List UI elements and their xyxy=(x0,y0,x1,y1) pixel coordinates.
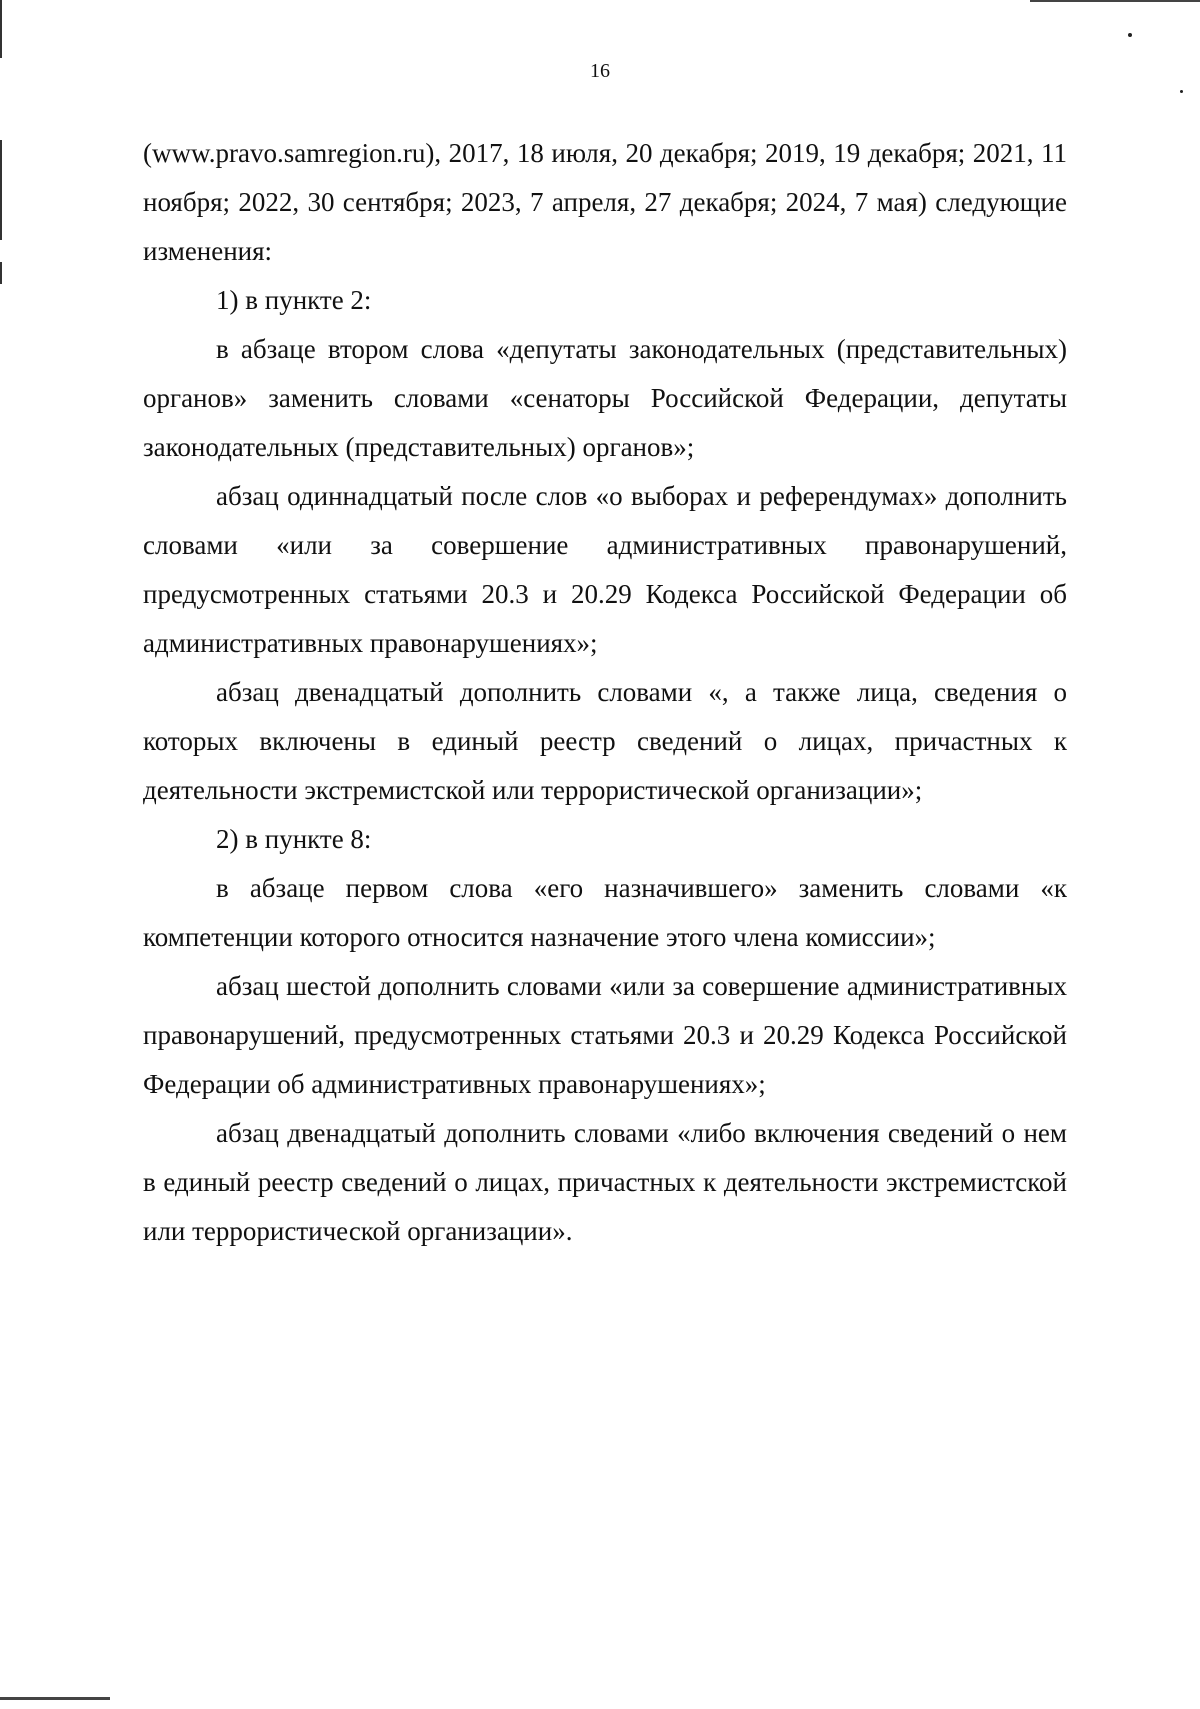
scan-artifact-left-edge xyxy=(0,140,2,240)
scan-artifact-bottom-line xyxy=(0,1697,110,1700)
paragraph: 1) в пункте 2: xyxy=(216,285,372,315)
paragraph: в абзаце первом слова «его назначившего» заменить словами «к компетенции которого относится назначение этого члена комиссии»; xyxy=(143,873,1067,952)
paragraph: абзац двенадцатый дополнить словами «, а также лица, сведения о которых включены в единый реестр сведений о лицах, причастных к деятельности экстремистской или террористической организации»; xyxy=(143,677,1067,805)
page-number: 16 xyxy=(590,60,610,82)
paragraph: 2) в пункте 8: xyxy=(216,824,372,854)
paragraph: абзац двенадцатый дополнить словами «либо включения сведений о нем в единый реестр сведений о лицах, причастных к деятельности экстремистской или террористической организации». xyxy=(143,1118,1067,1246)
paragraph: абзац шестой дополнить словами «или за совершение административных правонарушений, предусмотренных статьями 20.3 и 20.29 Кодекса Российской Федерации об административных правонарушениях»; xyxy=(143,971,1067,1099)
scan-artifact-left-edge xyxy=(0,262,2,284)
scan-artifact-dot xyxy=(1128,33,1132,37)
document-body xyxy=(143,129,1067,1256)
paragraph: (www.pravo.samregion.ru), 2017, 18 июля, 20 декабря; 2019, 19 декабря; 2021, 11 ноября; 2022, 30 сентября; 2023, 7 апреля, 27 декабря; 2024, 7 мая) следующие изменения: xyxy=(143,138,1067,266)
scan-artifact-left-edge xyxy=(0,0,2,58)
scan-artifact-dot xyxy=(1180,90,1183,93)
paragraph: в абзаце втором слова «депутаты законодательных (представительных) органов» заменить словами «сенаторы Российской Федерации, депутаты законодательных (представительных) органов»; xyxy=(143,334,1067,462)
paragraph: абзац одиннадцатый после слов «о выборах и референдумах» дополнить словами «или за совершение административных правонарушений, предусмотренных статьями 20.3 и 20.29 Кодекса Российской Федерации об административных правонарушениях»; xyxy=(143,481,1067,658)
scan-artifact-top-line xyxy=(1030,0,1200,2)
